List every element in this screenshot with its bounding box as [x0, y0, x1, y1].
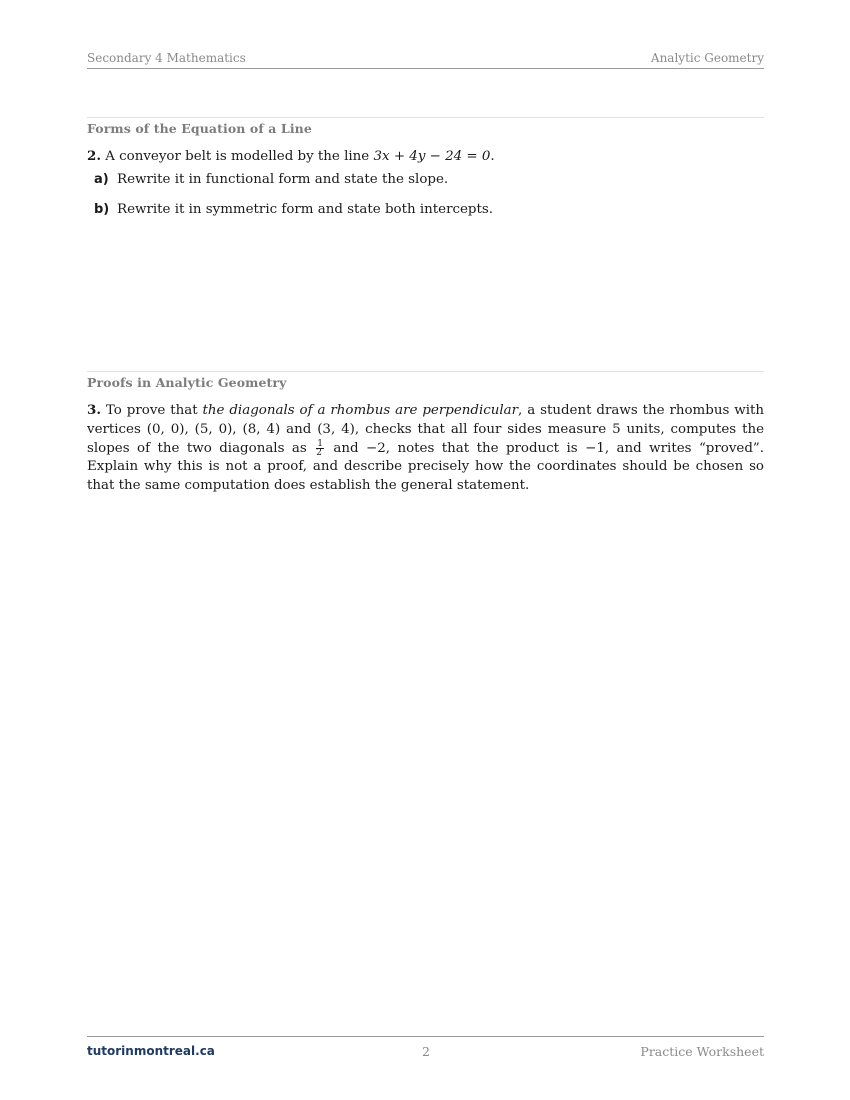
line-equation: 3x + 4y − 24 = 0: [373, 149, 491, 164]
section-title: Forms of the Equation of a Line: [87, 121, 312, 136]
page-header: [87, 51, 764, 69]
question-text: To prove that: [105, 403, 203, 418]
question-2: [87, 147, 764, 167]
question-number: 3.: [87, 402, 101, 418]
question-part: [94, 171, 448, 189]
claim-text: the diagonals of a rhombus are perpendicular: [202, 403, 519, 418]
question-text: and −2, notes that the product is −1, and writes “proved”. Explain why this is not a proof, and describe precisely how the coordinates should be chosen so that the same computation does establish the general statement.: [87, 440, 764, 494]
page-number: 2: [422, 1044, 430, 1059]
part-text: Rewrite it in functional form and state the slope.: [117, 172, 449, 187]
part-label: a): [94, 172, 109, 187]
header-course: Secondary 4 Mathematics: [87, 51, 246, 65]
question-intro: A conveyor belt is modelled by the line: [105, 149, 374, 164]
question-end: .: [490, 149, 495, 164]
section-divider: [87, 371, 764, 372]
header-topic: Analytic Geometry: [650, 51, 764, 65]
fraction: [316, 440, 324, 457]
footer-site-link[interactable]: tutorinmontreal.ca: [87, 1044, 215, 1058]
question-3: [87, 401, 764, 496]
part-label: b): [94, 202, 110, 217]
fraction-denominator: 2: [316, 447, 322, 458]
fraction-numerator: 1: [317, 438, 323, 449]
question-part: [94, 201, 493, 219]
question-text: , a student draws the rhombus with vertices (0, 0), (5, 0), (8, 4) and (3, 4), checks that all four sides measure 5 units, computes the slopes of the two diagonals as: [87, 403, 764, 456]
part-text: Rewrite it in symmetric form and state both intercepts.: [117, 202, 493, 217]
section-divider: [87, 117, 764, 118]
footer-title: Practice Worksheet: [640, 1044, 764, 1059]
page-footer: [87, 1036, 764, 1059]
section-title: Proofs in Analytic Geometry: [87, 375, 287, 390]
question-number: 2.: [87, 148, 101, 164]
